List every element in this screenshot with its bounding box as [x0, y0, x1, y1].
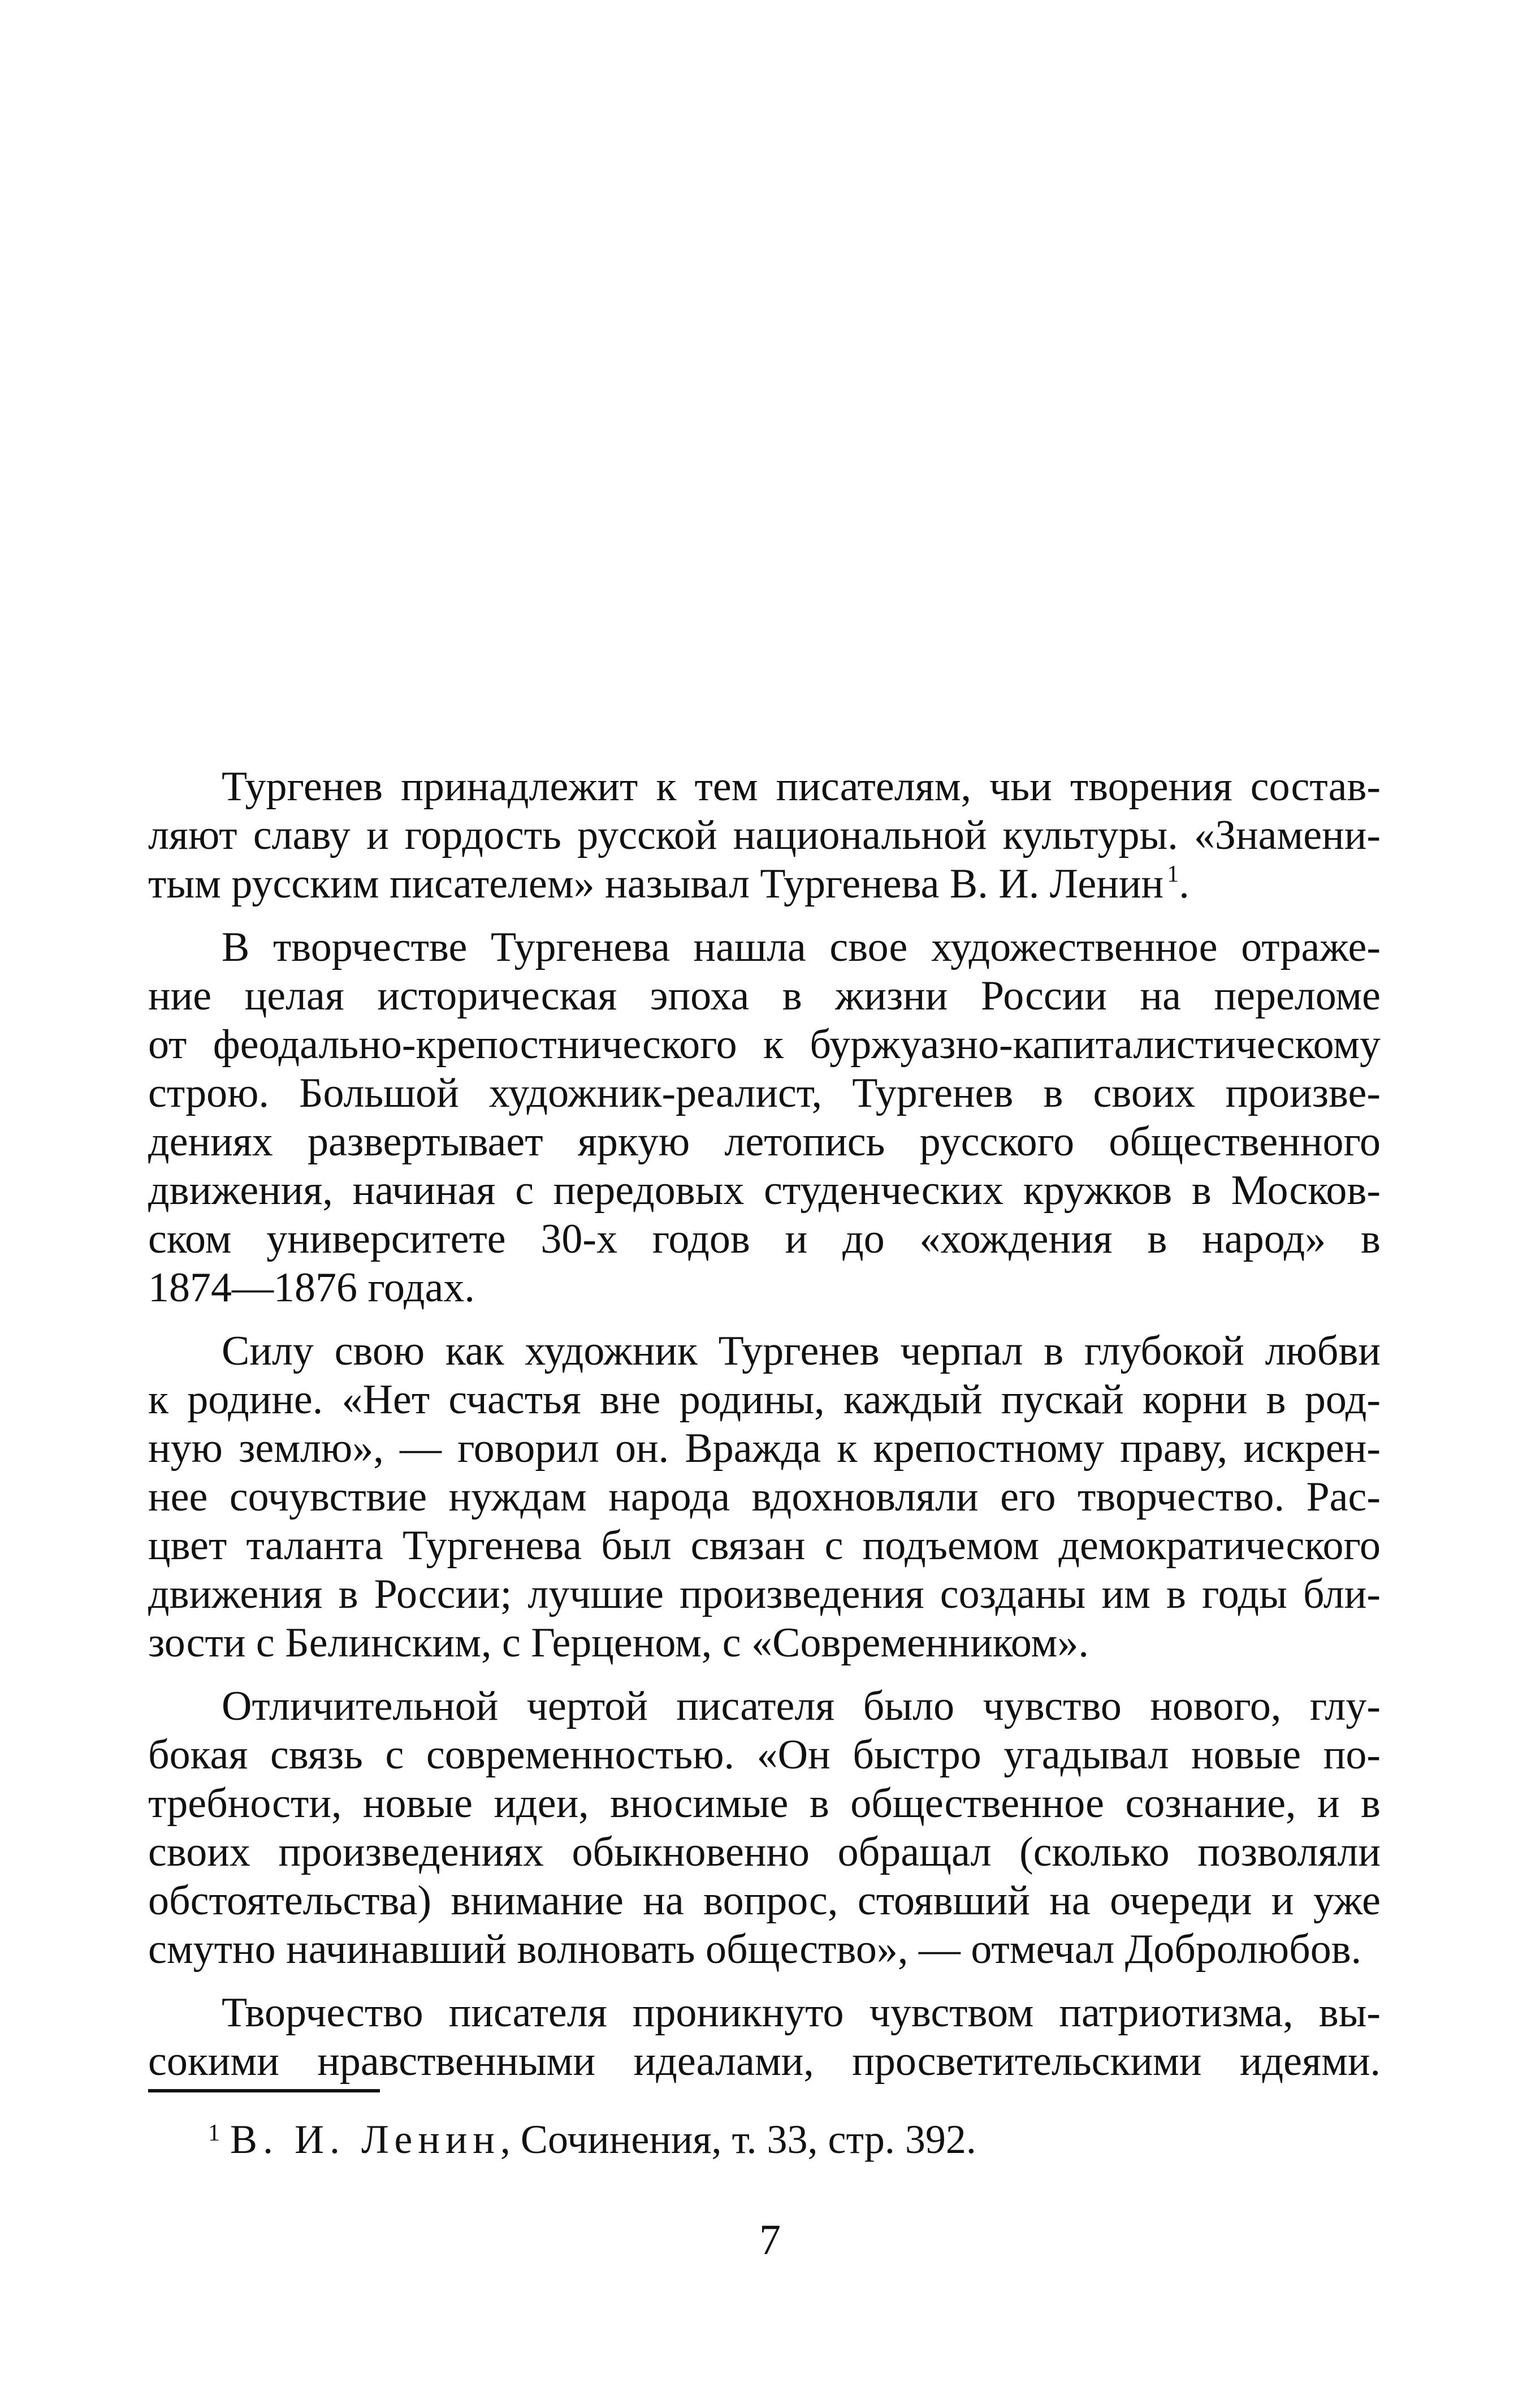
- paragraph-3-line-3: ную землю», — говорил он. Вражда к крепостному праву, искрен-: [148, 1425, 1381, 1472]
- paragraph-2-line-2: ние целая историческая эпоха в жизни России на переломе: [148, 973, 1381, 1019]
- paragraph-4-line-3: требности, новые идеи, вносимые в общественное сознание, и в: [148, 1780, 1381, 1827]
- paragraph-1-end-punctuation: .: [1179, 861, 1189, 907]
- paragraph-4-line-2: бокая связь с современностью. «Он быстро угадывал новые по-: [148, 1732, 1381, 1778]
- footnote-text: , Сочинения, т. 33, стр. 392.: [500, 2117, 976, 2162]
- paragraph-1-line-3: [148, 860, 1381, 908]
- footnote-reference: 1: [1167, 861, 1179, 887]
- paragraph-3-line-2: к родине. «Нет счастья вне родины, каждый пускай корни в род-: [148, 1376, 1381, 1423]
- paragraph-1-line-1: Тургенев принадлежит к тем писателям, чьи творения состав-: [222, 763, 1381, 810]
- paragraph-1-line-2: ляют славу и гордость русской национальной культуры. «Знамени-: [148, 812, 1381, 858]
- footnote: [208, 2115, 1113, 2164]
- paragraph-3-line-6: движения в России; лучшие произведения созданы им в годы бли-: [148, 1571, 1381, 1617]
- paragraph-3-line-7: зости с Белинским, с Герценом, с «Современником».: [148, 1620, 1089, 1666]
- paragraph-3-line-5: цвет таланта Тургенева был связан с подъемом демократического: [148, 1522, 1381, 1569]
- paragraph-4-line-1: Отличительной чертой писателя было чувство нового, глу-: [222, 1683, 1381, 1729]
- paragraph-2-line-3: от феодально-крепостнического к буржуазно-капиталистическому: [148, 1021, 1381, 1068]
- paragraph-4-line-4: своих произведениях обыкновенно обращал (сколько позволяли: [148, 1829, 1381, 1875]
- main-text: [148, 762, 1381, 2086]
- paragraph-4-line-5: обстоятельства) внимание на вопрос, стоявший на очереди и уже: [148, 1878, 1381, 1924]
- paragraph-4-line-6: смутно начинавший волновать общество», — отмечал Добролюбов.: [148, 1926, 1362, 1973]
- paragraph-2-line-5: дениях развертывает яркую летопись русского общественного: [148, 1119, 1381, 1165]
- footnote-separator: [148, 2089, 380, 2092]
- paragraph-2-line-1: В творчестве Тургенева нашла свое художественное отраже-: [222, 924, 1381, 970]
- paragraph-3-line-4: нее сочувствие нуждам народа вдохновляли его творчество. Рас-: [148, 1474, 1381, 1520]
- paragraph-5-line-1: Творчество писателя проникнуто чувством патриотизма, вы-: [222, 1990, 1381, 2036]
- footnote-author: В. И. Ленин: [230, 2117, 500, 2162]
- paragraph-2-line-8: 1874—1876 годах.: [148, 1265, 475, 1311]
- paragraph-1-line-3-text: тым русским писателем» называл Тургенева В. И. Ленин: [148, 861, 1164, 907]
- paragraph-5-line-2: сокими нравственными идеалами, просветительскими идеями.: [148, 2038, 1381, 2085]
- paragraph-2-line-7: ском университете 30-х годов и до «хождения в народ» в: [148, 1216, 1381, 1262]
- paragraph-2-line-4: строю. Большой художник-реалист, Тургенев в своих произве-: [148, 1070, 1381, 1116]
- page-number: 7: [759, 2216, 781, 2264]
- footnote-marker: 1: [208, 2120, 220, 2146]
- paragraph-2-line-6: движения, начиная с передовых студенческих кружков в Москов-: [148, 1167, 1381, 1214]
- paragraph-3-line-1: Силу свою как художник Тургенев черпал в глубокой любви: [222, 1328, 1381, 1374]
